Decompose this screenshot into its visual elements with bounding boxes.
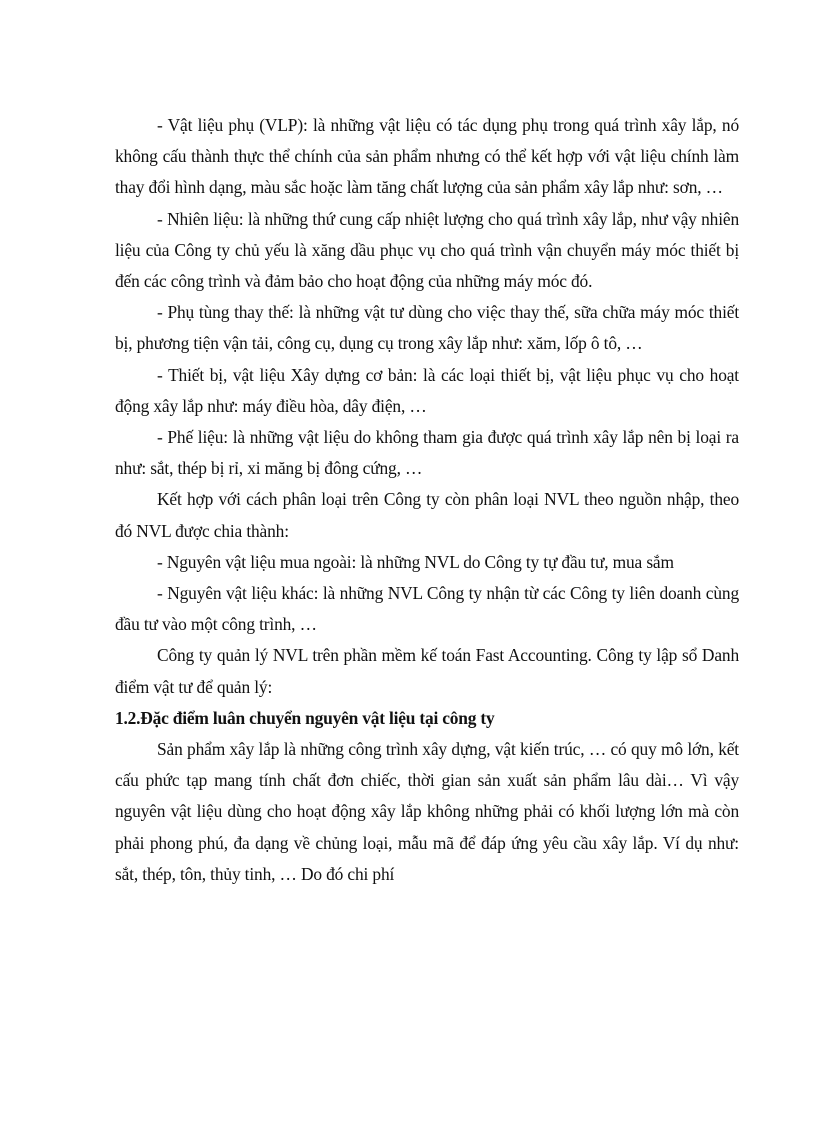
paragraph-other-materials: - Nguyên vật liệu khác: là những NVL Công ty nhận từ các Công ty liên doanh cùng đầu tư vào một công trình, …	[115, 583, 739, 635]
section-heading: 1.2.Đặc điểm luân chuyển nguyên vật liệu tại công ty	[115, 707, 495, 728]
paragraph-software-management: Công ty quản lý NVL trên phần mềm kế toán Fast Accounting. Công ty lập sổ Danh điểm vật tư để quản lý:	[115, 645, 739, 697]
paragraph-spare-parts: - Phụ tùng thay thế: là những vật tư dùng cho việc thay thế, sữa chữa máy móc thiết bị, phương tiện vận tải, công cụ, dụng cụ trong xây lắp như: xăm, lốp ô tô, …	[115, 302, 739, 354]
paragraph-fuel: - Nhiên liệu: là những thứ cung cấp nhiệt lượng cho quá trình xây lắp, như vậy nhiên liệu của Công ty chủ yếu là xăng dầu phục vụ cho quá trình vận chuyển máy móc thiết bị đến các công trình và đảm bảo cho hoạt động của những máy móc đó.	[115, 208, 739, 292]
paragraph-auxiliary-materials: - Vật liệu phụ (VLP): là những vật liệu có tác dụng phụ trong quá trình xây lắp, nó không cấu thành thực thể chính của sản phẩm nhưng có thể kết hợp với vật liệu chính làm thay đổi hình dạng, màu sắc hoặc làm tăng chất lượng của sản phẩm xây lắp như: sơn, …	[115, 115, 739, 198]
paragraph-material-circulation: Sản phẩm xây lắp là những công trình xây dựng, vật kiến trúc, … có quy mô lớn, kết cấu phức tạp mang tính chất đơn chiếc, thời gian sản xuất sản phẩm lâu dài… Vì vậy nguyên vật liệu dùng cho hoạt động xây lắp không những phải có khối lượng lớn mà còn phải phong phú, đa dạng về chủng loại, mẫu mã để đáp ứng yêu cầu xây lắp. Ví dụ như: sắt, thép, tôn, thủy tinh, … Do đó chi phí	[115, 739, 739, 884]
paragraph-scrap: - Phế liệu: là những vật liệu do không tham gia được quá trình xây lắp nên bị loại ra như: sắt, thép bị rỉ, xi măng bị đông cứng, …	[115, 427, 739, 479]
paragraph-purchased-materials: - Nguyên vật liệu mua ngoài: là những NVL do Công ty tự đầu tư, mua sắm	[157, 551, 674, 572]
paragraph-equipment: - Thiết bị, vật liệu Xây dựng cơ bản: là các loại thiết bị, vật liệu phục vụ cho hoạt động xây lắp như: máy điều hòa, dây điện, …	[115, 364, 739, 416]
document-body	[115, 110, 739, 890]
paragraph-classification-by-source: Kết hợp với cách phân loại trên Công ty còn phân loại NVL theo nguồn nhập, theo đó NVL được chia thành:	[115, 489, 739, 541]
